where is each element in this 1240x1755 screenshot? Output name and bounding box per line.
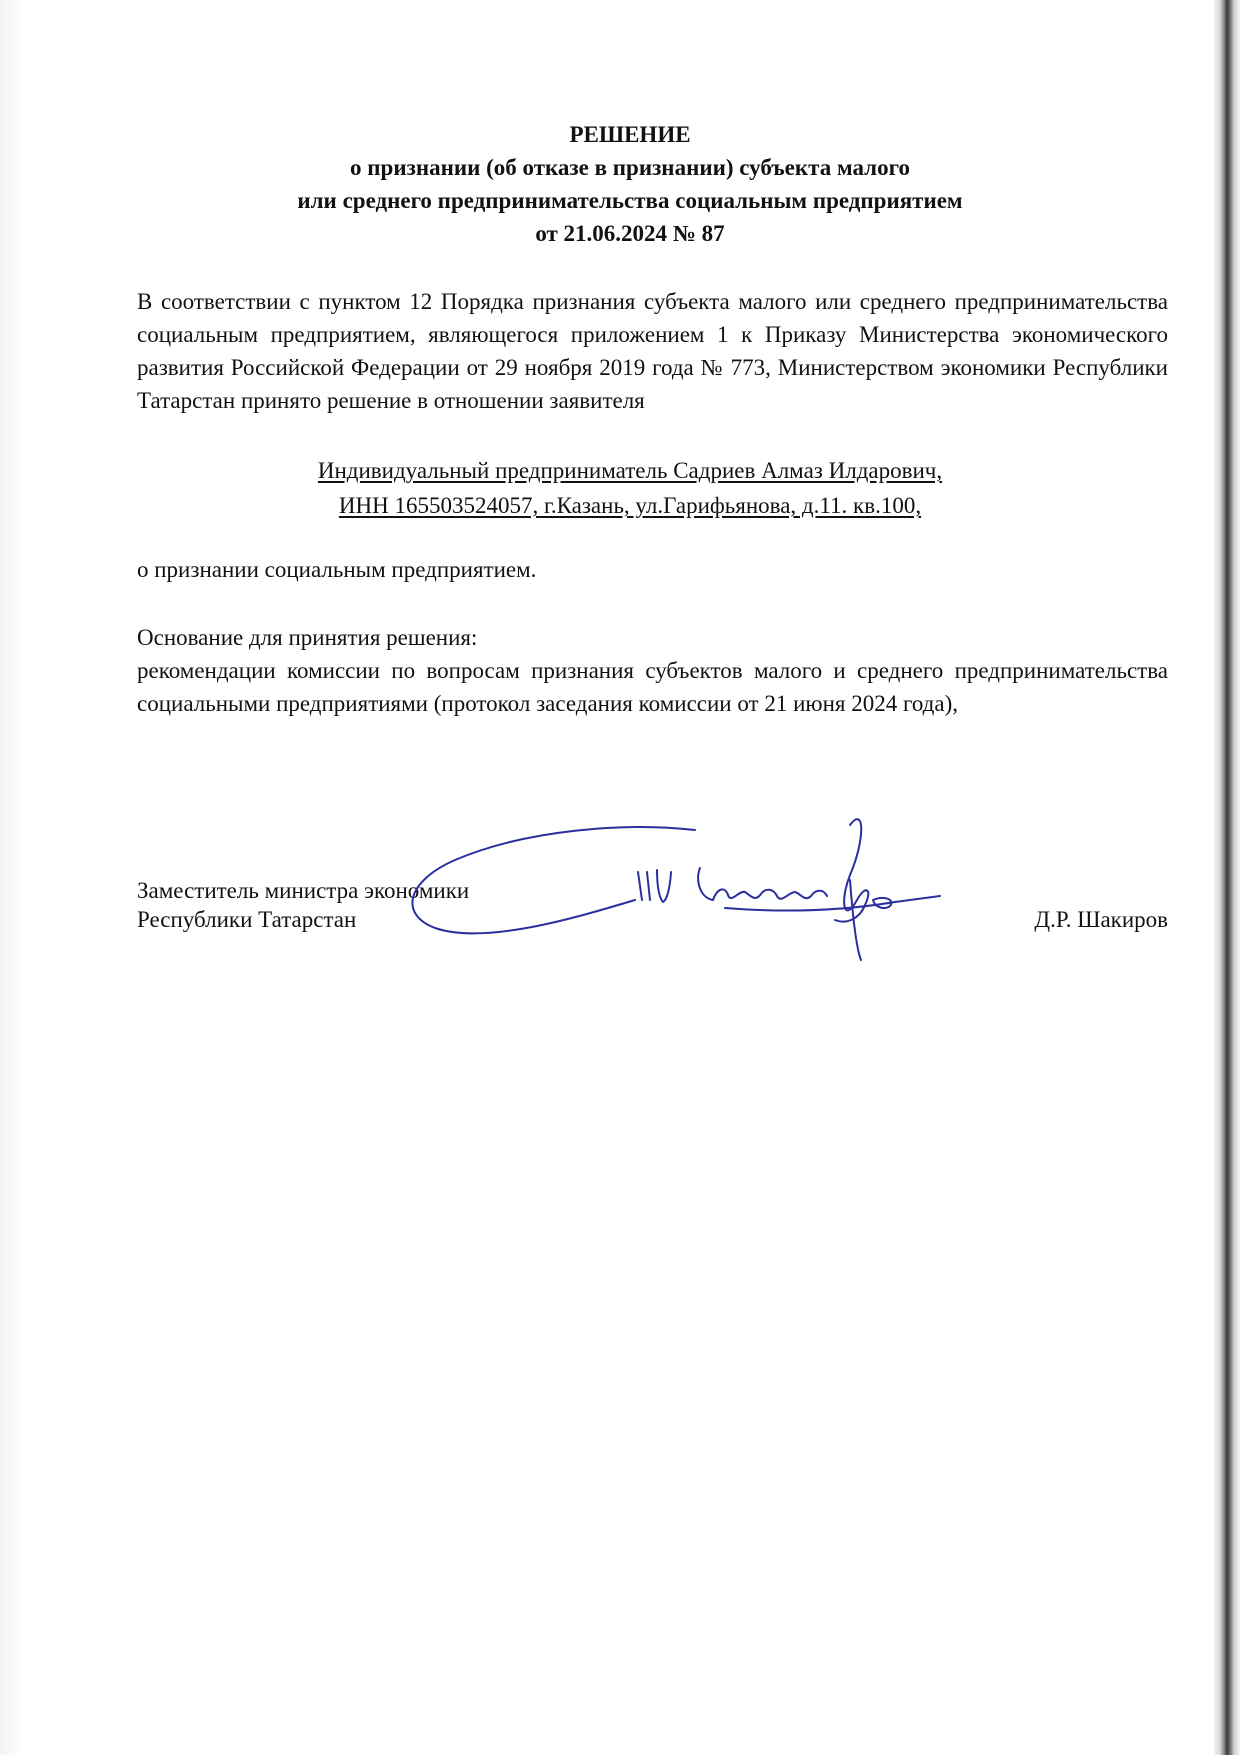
scan-edge-right — [1214, 0, 1240, 1755]
handwritten-signature — [395, 800, 955, 970]
document-subtitle-line2: или среднего предпринимательства социальным предприятием — [297, 188, 963, 213]
applicant-name: Индивидуальный предприниматель Садриев Алмаз Илдарович, — [317, 458, 943, 483]
document-title: РЕШЕНИЕ — [569, 122, 691, 147]
applicant-block — [130, 453, 1130, 523]
scan-edge-left — [0, 0, 22, 1755]
document-subtitle-line1: о признании (об отказе в признании) субъекта малого — [350, 155, 910, 180]
basis-paragraph: рекомендации комиссии по вопросам признания субъектов малого и среднего предпринимательства социальными предприятиями (протокол заседания комиссии от 21 июня 2024 года), — [137, 658, 1168, 716]
intro-paragraph: В соответствии с пунктом 12 Порядка признания субъекта малого или среднего предпринимательства социальным предприятием, являющегося приложением 1 к Приказу Министерства экономического развития Российской Федерации от 29 ноября 2019 года № 773, Министерством экономики Республики Татарстан принято решение в отношении заявителя — [137, 289, 1168, 413]
signer-name: Д.Р. Шакиров — [1034, 907, 1168, 932]
basis-title: Основание для принятия решения: — [137, 625, 478, 650]
decision-paragraph: о признании социальным предприятием. — [137, 557, 537, 582]
document-header — [130, 118, 1130, 250]
document-date-number: от 21.06.2024 № 87 — [535, 221, 725, 246]
signer-position-line2: Республики Татарстан — [137, 907, 357, 932]
signer-position-line1: Заместитель министра экономики — [137, 878, 470, 903]
applicant-details: ИНН 165503524057, г.Казань, ул.Гарифьянова, д.11. кв.100, — [338, 493, 922, 518]
